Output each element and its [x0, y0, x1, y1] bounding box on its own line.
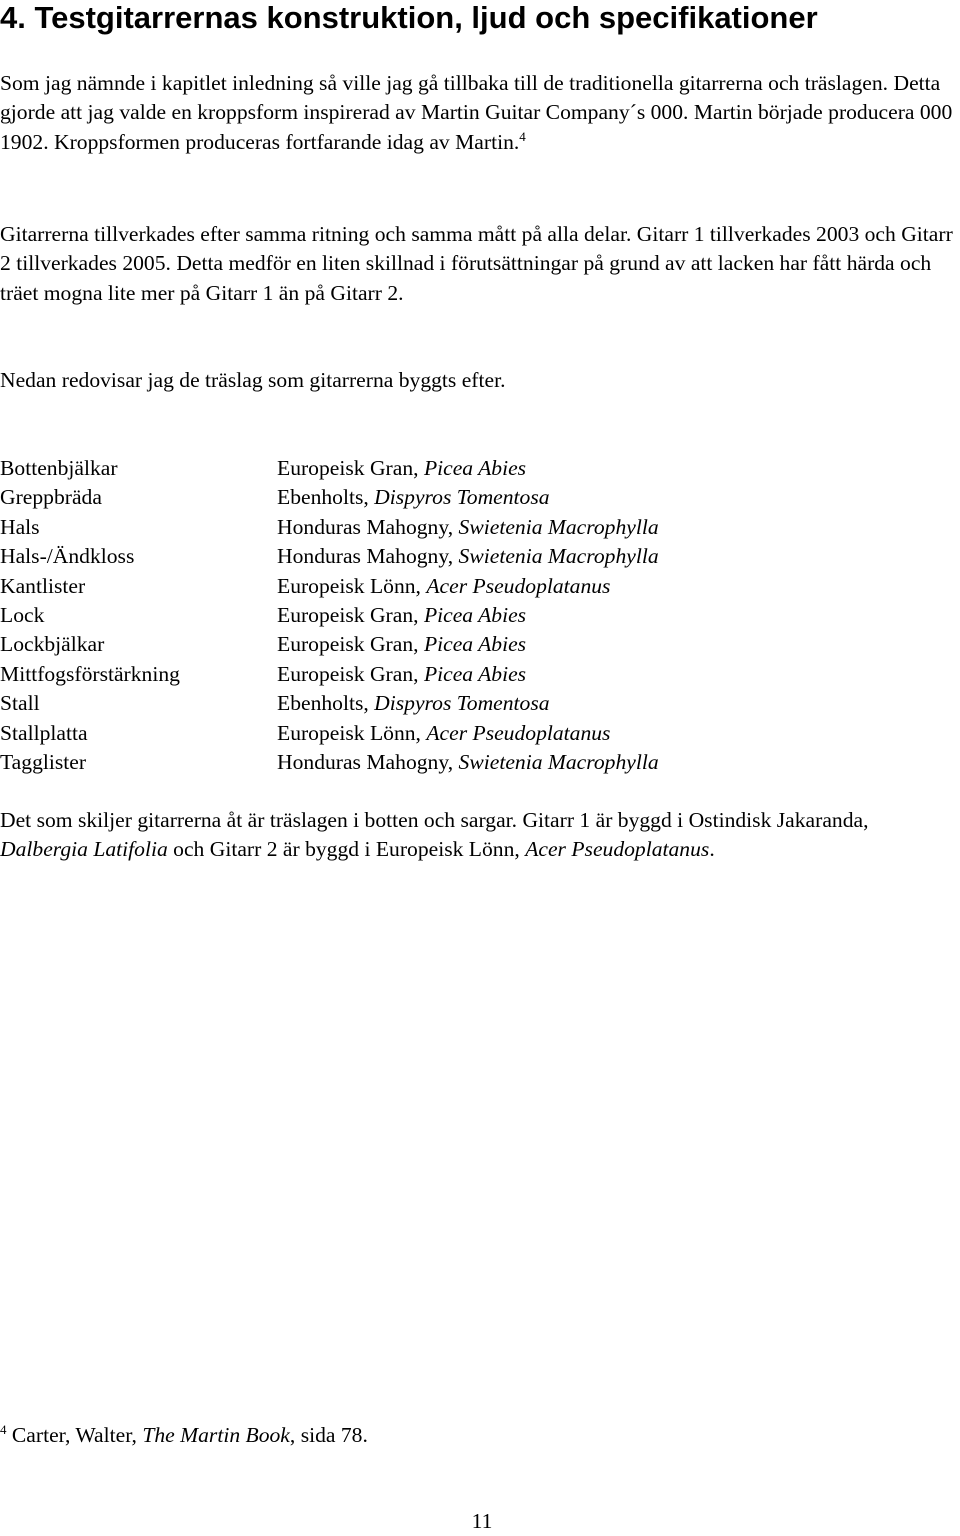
part-name-cell: Kantlister [0, 573, 86, 598]
conclusion-paragraph [0, 806, 960, 865]
wood-latin-name: Swietenia Macrophylla [458, 750, 659, 775]
table-row [0, 719, 659, 748]
table-row [0, 601, 659, 630]
part-name-cell: Lock [0, 603, 45, 628]
wood-species-cell [277, 660, 659, 689]
wood-latin-name: Swietenia Macrophylla [458, 514, 659, 539]
intro-text: Som jag nämnde i kapitlet inledning så ville jag gå tillbaka till de traditionella gitarrerna och träslagen. Detta gjorde att jag valde en kroppsform inspirerad av Martin Guitar Company´s 000. Martin började producera 000 1902. Kroppsformen produceras fortfarande idag av Martin. [0, 71, 953, 154]
footnote-reference: 4 [519, 129, 526, 145]
table-row [0, 542, 659, 571]
part-name-cell: Stallplatta [0, 720, 88, 745]
conclusion-latin-1: Dalbergia Latifolia [0, 837, 168, 862]
wood-common-name: Europeisk Gran, [277, 632, 419, 657]
footnote-number: 4 [0, 1422, 7, 1438]
part-name-cell: Lockbjälkar [0, 632, 105, 657]
intro-paragraph [0, 69, 960, 157]
wood-latin-name: Picea Abies [423, 632, 527, 657]
conclusion-latin-2: Acer Pseudoplatanus [525, 837, 710, 862]
wood-latin-name: Picea Abies [423, 661, 527, 686]
wood-common-name: Ebenholts, [277, 485, 369, 510]
table-row [0, 689, 659, 718]
chapter-heading: 4. Testgitarrernas konstruktion, ljud och specifikationer [0, 0, 818, 35]
wood-species-cell [277, 748, 659, 777]
wood-species-cell [277, 719, 659, 748]
part-name-cell: Stall [0, 691, 40, 716]
wood-species-table [0, 454, 659, 777]
construction-paragraph: Gitarrerna tillverkades efter samma ritning och samma mått på alla delar. Gitarr 1 tillverkades 2003 och Gitarr 2 tillverkades 2005. Detta medför en liten skillnad i förutsättningar på grund av att lacken har fått härda och träet mogna lite mer på Gitarr 1 än på Gitarr 2. [0, 222, 953, 305]
part-name-cell: Greppbräda [0, 485, 102, 510]
table-row [0, 454, 659, 483]
table-row [0, 483, 659, 512]
wood-common-name: Honduras Mahogny, [277, 750, 454, 775]
wood-common-name: Europeisk Gran, [277, 456, 419, 480]
wood-species-cell [277, 572, 659, 601]
wood-species-cell [277, 542, 659, 571]
wood-species-cell [277, 630, 659, 659]
conclusion-text-2: och Gitarr 2 är byggd i Europeisk Lönn, [167, 837, 526, 862]
part-name-cell: Bottenbjälkar [0, 456, 118, 480]
table-row [0, 630, 659, 659]
wood-species-cell [277, 689, 659, 718]
footnote-author: Carter, Walter, [6, 1423, 143, 1447]
wood-latin-name: Acer Pseudoplatanus [426, 720, 611, 745]
wood-table-body [0, 454, 659, 777]
wood-species-cell [277, 601, 659, 630]
wood-common-name: Honduras Mahogny, [277, 544, 454, 569]
part-name-cell: Mittfogsförstärkning [0, 661, 180, 686]
wood-latin-name: Picea Abies [423, 603, 527, 628]
wood-species-cell [277, 513, 659, 542]
wood-species-cell [277, 483, 659, 512]
wood-species-cell [277, 454, 659, 483]
wood-common-name: Honduras Mahogny, [277, 514, 454, 539]
wood-common-name: Europeisk Gran, [277, 661, 419, 686]
conclusion-text-1: Det som skiljer gitarrerna åt är träslagen i botten och sargar. Gitarr 1 är byggd i Ostindisk Jakaranda, [0, 808, 869, 832]
wood-common-name: Ebenholts, [277, 691, 369, 716]
part-name-cell: Tagglister [0, 750, 87, 775]
part-name-cell: Hals-/Ändkloss [0, 544, 135, 569]
table-row [0, 572, 659, 601]
page-number: 11 [471, 1509, 493, 1533]
wood-latin-name: Dispyros Tomentosa [374, 485, 550, 510]
wood-latin-name: Swietenia Macrophylla [458, 544, 659, 569]
conclusion-text-3: . [709, 837, 715, 862]
table-row [0, 748, 659, 777]
wood-latin-name: Picea Abies [423, 456, 527, 480]
wood-latin-name: Dispyros Tomentosa [374, 691, 550, 716]
part-name-cell: Hals [0, 514, 40, 539]
wood-intro-paragraph: Nedan redovisar jag de träslag som gitarrerna byggts efter. [0, 368, 506, 392]
footnote-suffix: , sida 78. [289, 1423, 368, 1447]
footnote [0, 1421, 368, 1450]
footnote-book-title: The Martin Book [142, 1423, 290, 1447]
wood-common-name: Europeisk Gran, [277, 603, 419, 628]
wood-latin-name: Acer Pseudoplatanus [426, 573, 611, 598]
wood-common-name: Europeisk Lönn, [277, 720, 421, 745]
table-row [0, 660, 659, 689]
wood-common-name: Europeisk Lönn, [277, 573, 421, 598]
table-row [0, 513, 659, 542]
